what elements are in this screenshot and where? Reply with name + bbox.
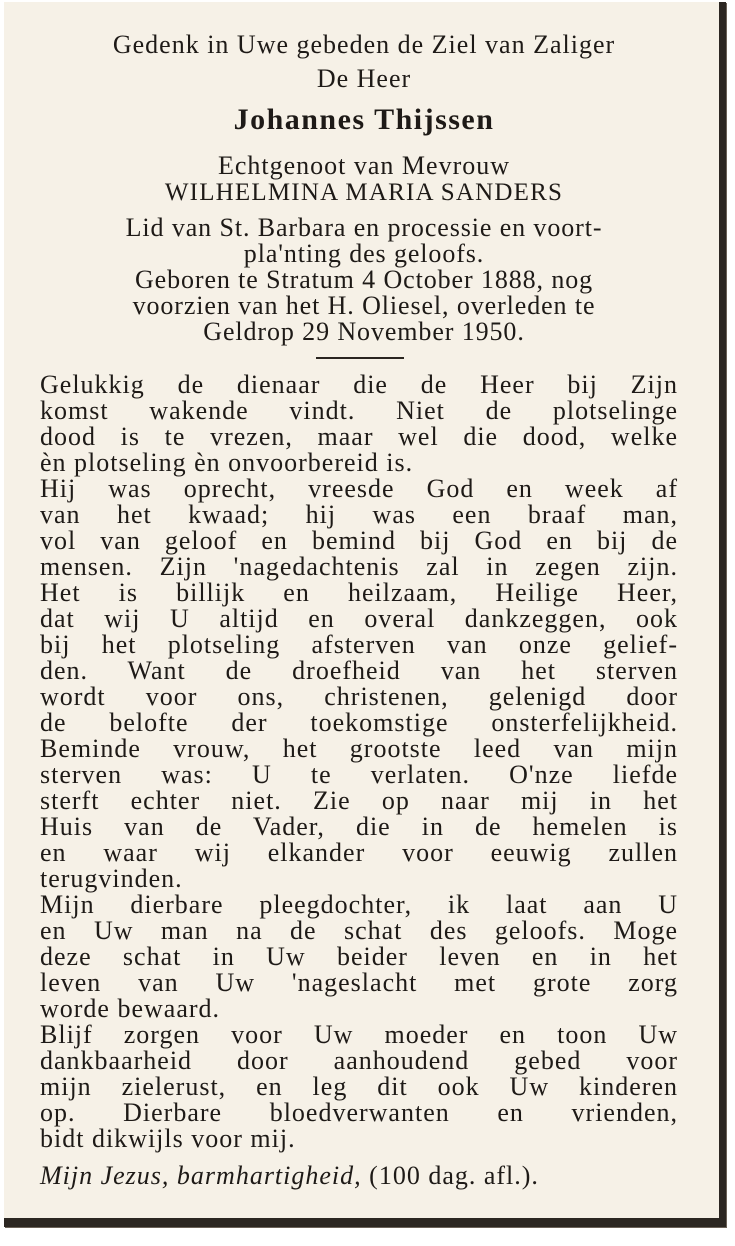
text-line: van het kwaad; hij was een braaf man, [40,500,678,529]
divider [316,357,404,359]
closing-prayer [40,1160,672,1192]
membership-line: Lid van St. Barbara en processie en voort- [125,213,603,242]
text-line: mijn zielerust, en leg dit ook Uw kinderen [40,1072,678,1101]
text-line: en Uw man na de schat des geloofs. Moge [40,916,678,945]
birth-death-line: voorzien van het H. Oliesel, overleden te [132,291,596,320]
text-line: dat wij U altijd en overal dankzeggen, ook [40,604,678,633]
header-line-2: De Heer [316,64,412,93]
text-line: Mijn dierbare pleegdochter, ik laat aan U [40,890,678,919]
membership-line: pla'nting des geloofs. [243,239,485,268]
text-line: wordt voor ons, christenen, gelenigd door [40,682,678,711]
text-line: de belofte der toekomstige onsterfelijkheid. [40,708,678,737]
text-line: Beminde vrouw, het grootste leed van mijn [40,734,678,763]
spouse-name: WILHELMINA MARIA SANDERS [164,179,564,206]
text-line: leven van Uw 'nageslacht met grote zorg [40,968,678,997]
text-line: èn plotseling èn onvoorbereid is. [40,448,414,477]
text-line: op. Dierbare bloedverwanten en vrienden, [40,1098,678,1127]
text-line: komst wakende vindt. Niet de plotselinge [40,396,678,425]
birth-death-text [34,267,694,345]
header-line-1: Gedenk in Uwe gebeden de Ziel van Zaliger [112,30,616,59]
prayer-text: Mijn Jezus, barmhartigheid, [40,1161,362,1190]
birth-death-line: Geldrop 29 November 1950. [203,317,525,346]
text-line: en waar wij elkander voor eeuwig zullen [40,838,678,867]
text-line: dankbaarheid door aanhoudend gebed voor [40,1046,678,1075]
spouse-intro: Echtgenoot van Mevrouw [217,151,511,180]
text-line: terugvinden. [40,864,183,893]
text-line: vol van geloof en bemind bij God en bij de [40,526,678,555]
birth-death-line: Geboren te Stratum 4 October 1888, nog [134,265,594,294]
deceased-name: Johannes Thijssen [233,103,495,136]
memorial-card [4,2,726,1227]
text-line: sterven was: U te verlaten. O'nze liefde [40,760,678,789]
text-line: Hij was oprecht, vreesde God en week af [40,474,678,503]
text-line: mensen. Zijn 'nagedachtenis zal in zegen zijn. [40,552,678,581]
text-line: bij het plotseling afsterven van onze gelief- [40,630,678,659]
text-line: bidt dikwijls voor mij. [40,1124,296,1153]
membership-text [34,215,694,267]
memorial-text [40,372,678,1152]
text-line: Gelukkig de dienaar die de Heer bij Zijn [40,370,678,399]
text-line: Het is billijk en heilzaam, Heilige Heer, [40,578,678,607]
indulgence-text: (100 dag. afl.). [369,1161,539,1190]
text-line: den. Want de droefheid van het sterven [40,656,678,685]
text-line: Blijf zorgen voor Uw moeder en toon Uw [40,1020,678,1049]
text-line: worde bewaard. [40,994,221,1023]
text-line: Huis van de Vader, die in de hemelen is [40,812,678,841]
text-line: deze schat in Uw beider leven en in het [40,942,678,971]
text-line: dood is te vrezen, maar wel die dood, welke [40,422,678,451]
text-line: sterft echter niet. Zie op naar mij in het [40,786,678,815]
card-header [34,28,694,345]
